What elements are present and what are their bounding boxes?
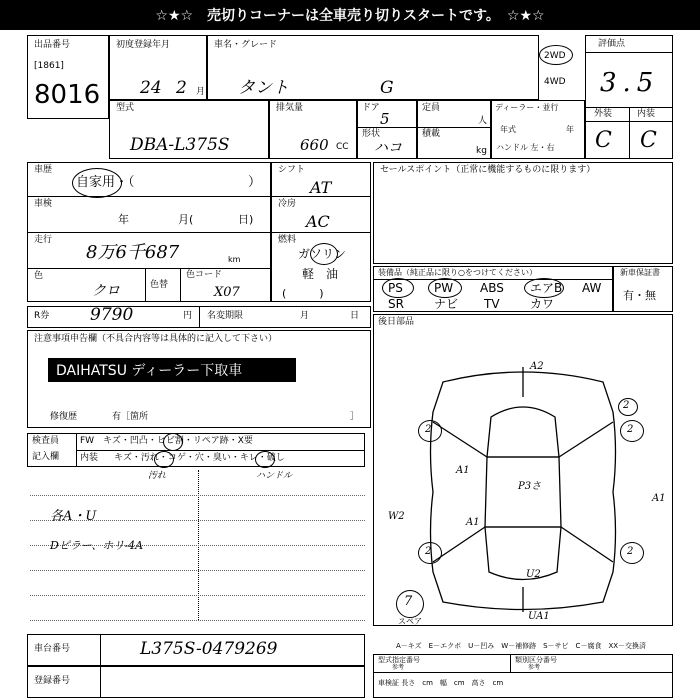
fuel-gasoline-circle — [310, 243, 338, 265]
registration-label: 登録番号 — [34, 676, 71, 686]
mark-a1-left: A1 — [456, 465, 470, 476]
history-label: 車歴 — [34, 165, 53, 175]
model-cert-ref: 参考 — [392, 664, 405, 671]
equip-airbag-circle — [524, 278, 564, 298]
model-year-unit: 年 — [566, 125, 574, 134]
mark-w2: W2 — [388, 511, 405, 522]
drive-2wd-circle — [539, 45, 573, 65]
sales-points-label: セールスポイント（正常に機能するものに限ります） — [380, 165, 596, 175]
inspector-label-1: 検査員 — [32, 436, 60, 446]
color-code-value: X07 — [214, 285, 240, 300]
handle-label: ハンドル 左・右 — [496, 143, 555, 152]
chassis-label: 車台番号 — [34, 644, 71, 654]
exterior-label: 外装 — [594, 109, 613, 119]
fuel-parens: ( ) — [282, 287, 324, 300]
equip-aw: AW — [582, 281, 602, 295]
mark-a1-right: A1 — [652, 493, 666, 504]
equip-abs: ABS — [480, 281, 504, 295]
category-ref: 参考 — [528, 664, 541, 671]
inspector-label-2: 記入欄 — [32, 452, 60, 462]
first-reg-label: 初度登録年月 — [116, 40, 171, 50]
shift-label: シフト — [278, 165, 306, 175]
color-label: 色 — [34, 271, 44, 281]
model-label: 型式 — [116, 103, 135, 113]
inspection-day: 日) — [238, 213, 254, 226]
repair-close: ］ — [350, 412, 360, 422]
equip-sr: SR — [388, 297, 404, 311]
inspector-row-2: キズ・汚れ・コゲ・穴・臭い・キレ・破し — [114, 453, 285, 463]
equip-pw-circle — [428, 278, 462, 298]
repair-value: 有［箇所 — [112, 412, 149, 422]
after-delivery-label: 後日部品 — [378, 317, 415, 327]
mark-p3: P3さ — [518, 481, 542, 492]
recycle-unit: 円 — [183, 311, 193, 321]
shape-value: ハコ — [374, 140, 402, 156]
dimensions-label: 車検証 長さ cm 幅 cm 高さ cm — [378, 679, 504, 687]
aircon-label: 冷房 — [278, 199, 297, 209]
model-year-label: 年式 — [500, 125, 516, 134]
damage-legend: A－キズ E－エクボ U－凹み W－補修跡 S－サビ C－腐食 XX－交換済 — [396, 642, 647, 650]
mileage-value: 8万6千687 — [86, 242, 180, 263]
exterior-grade: C — [595, 128, 612, 153]
drive-4wd: 4WD — [544, 77, 566, 87]
fuel-gasoline: ガソリン — [298, 247, 347, 261]
color-value: クロ — [92, 283, 120, 299]
first-reg-month: 2 — [176, 78, 187, 98]
history-close: ） — [248, 175, 262, 190]
load-label: 積載 — [422, 129, 441, 139]
dirt-circle — [154, 451, 174, 468]
evaluation-score: 3.5 — [600, 68, 660, 98]
displacement-value: 660 — [300, 136, 329, 154]
car-name-value: タント — [238, 78, 289, 98]
equip-ps: PS — [388, 281, 403, 295]
lot-code: [1861] — [34, 61, 64, 71]
inspector-note-right: ハンドル — [256, 471, 293, 481]
inspection-month: 月( — [178, 213, 194, 226]
load-unit: kg — [476, 146, 487, 156]
spare-label: スペア — [398, 617, 422, 626]
recycle-value: 9790 — [90, 305, 134, 325]
evaluation-label: 評価点 — [598, 39, 626, 49]
warranty-value: 有・無 — [623, 289, 656, 302]
sales-points-box — [373, 162, 673, 264]
doors-value: 5 — [380, 110, 390, 128]
spare-tire-mark: 7 — [404, 594, 413, 609]
history-circle — [72, 168, 122, 198]
color-code-label: 色コード — [186, 270, 223, 280]
car-name-label: 車名・グレード — [214, 40, 278, 50]
mileage-unit: km — [228, 255, 241, 264]
mileage-label: 走行 — [34, 235, 53, 245]
lot-label: 出品番号 — [34, 40, 71, 50]
equip-tv: TV — [484, 297, 500, 311]
warranty-label: 新車保証書 — [620, 268, 660, 277]
mark-u2: U2 — [526, 569, 541, 580]
car-grade-value: G — [380, 78, 394, 98]
first-reg-year: 24 — [140, 78, 162, 98]
title-period-month: 月 — [300, 311, 310, 321]
model-cert-label: 型式指定番号 — [378, 656, 420, 664]
mark-ua1: UA1 — [528, 611, 550, 622]
inspector-row-2-label: 内装 — [80, 453, 99, 463]
repair-label: 修復歴 — [50, 412, 78, 422]
aircon-value: AC — [306, 212, 330, 231]
notes-label: 注意事項申告欄（不具合内容等は具体的に記入して下さい） — [34, 334, 278, 344]
capacity-unit: 人 — [478, 116, 488, 126]
equip-ps-circle — [382, 278, 414, 298]
category-label: 類別区分番号 — [515, 656, 557, 664]
handwritten-note-1: 各A・U — [50, 509, 97, 524]
shape-label: 形状 — [362, 129, 381, 139]
registration-box — [27, 666, 365, 698]
mark-a2: A2 — [530, 361, 544, 372]
lot-number: 8016 — [34, 80, 101, 110]
inspector-row-1: FW キズ・凹凸・ヒビ割・リペア跡・X要 — [80, 436, 253, 446]
history-value: 自家用・（ — [76, 175, 135, 190]
capacity-label: 定員 — [422, 103, 441, 113]
equip-leather: カワ — [530, 297, 555, 311]
chassis-value: L375S-0479269 — [140, 639, 278, 659]
interior-label: 内装 — [637, 109, 656, 119]
title-period-label: 名変期限 — [207, 311, 244, 321]
equip-navi: ナビ — [434, 297, 459, 311]
title-period-day: 日 — [350, 311, 360, 321]
displacement-label: 排気量 — [276, 103, 304, 113]
recycle-label: R券 — [34, 311, 50, 321]
shift-value: AT — [310, 178, 332, 197]
repaint-label: 色替 — [150, 280, 169, 290]
interior-grade: C — [640, 128, 657, 153]
inspection-label: 車検 — [34, 199, 53, 209]
first-reg-month-unit: 月 — [196, 87, 206, 97]
mark-a1-left2: A1 — [466, 517, 480, 528]
top-banner: ☆★☆ 売切りコーナーは全車売り切りスタートです。 ☆★☆ — [0, 0, 700, 30]
dent-circle — [163, 433, 183, 451]
inspector-note-left: 汚れ — [148, 471, 167, 481]
handwritten-note-2: Dピラー、ホリ-4A — [50, 539, 144, 552]
equipment-label: 装備品（純正品に限り○をつけてください） — [378, 268, 537, 277]
dealer-trade-in-label: DAIHATSU ディーラー下取車 — [48, 358, 296, 382]
dealer-import-label: ディーラー・並行 — [495, 103, 559, 112]
inspection-year: 年 — [118, 213, 129, 226]
fuel-label: 燃料 — [278, 235, 297, 245]
drive-2wd: 2WD — [544, 51, 566, 61]
fuel-diesel: 軽 油 — [302, 267, 339, 281]
smell-circle — [255, 451, 275, 468]
equip-airbag: エアB — [530, 281, 563, 295]
equip-pw: PW — [434, 281, 454, 295]
model-value: DBA-L375S — [130, 135, 230, 155]
doors-label: ドア — [362, 103, 380, 113]
displacement-unit: CC — [336, 142, 349, 152]
